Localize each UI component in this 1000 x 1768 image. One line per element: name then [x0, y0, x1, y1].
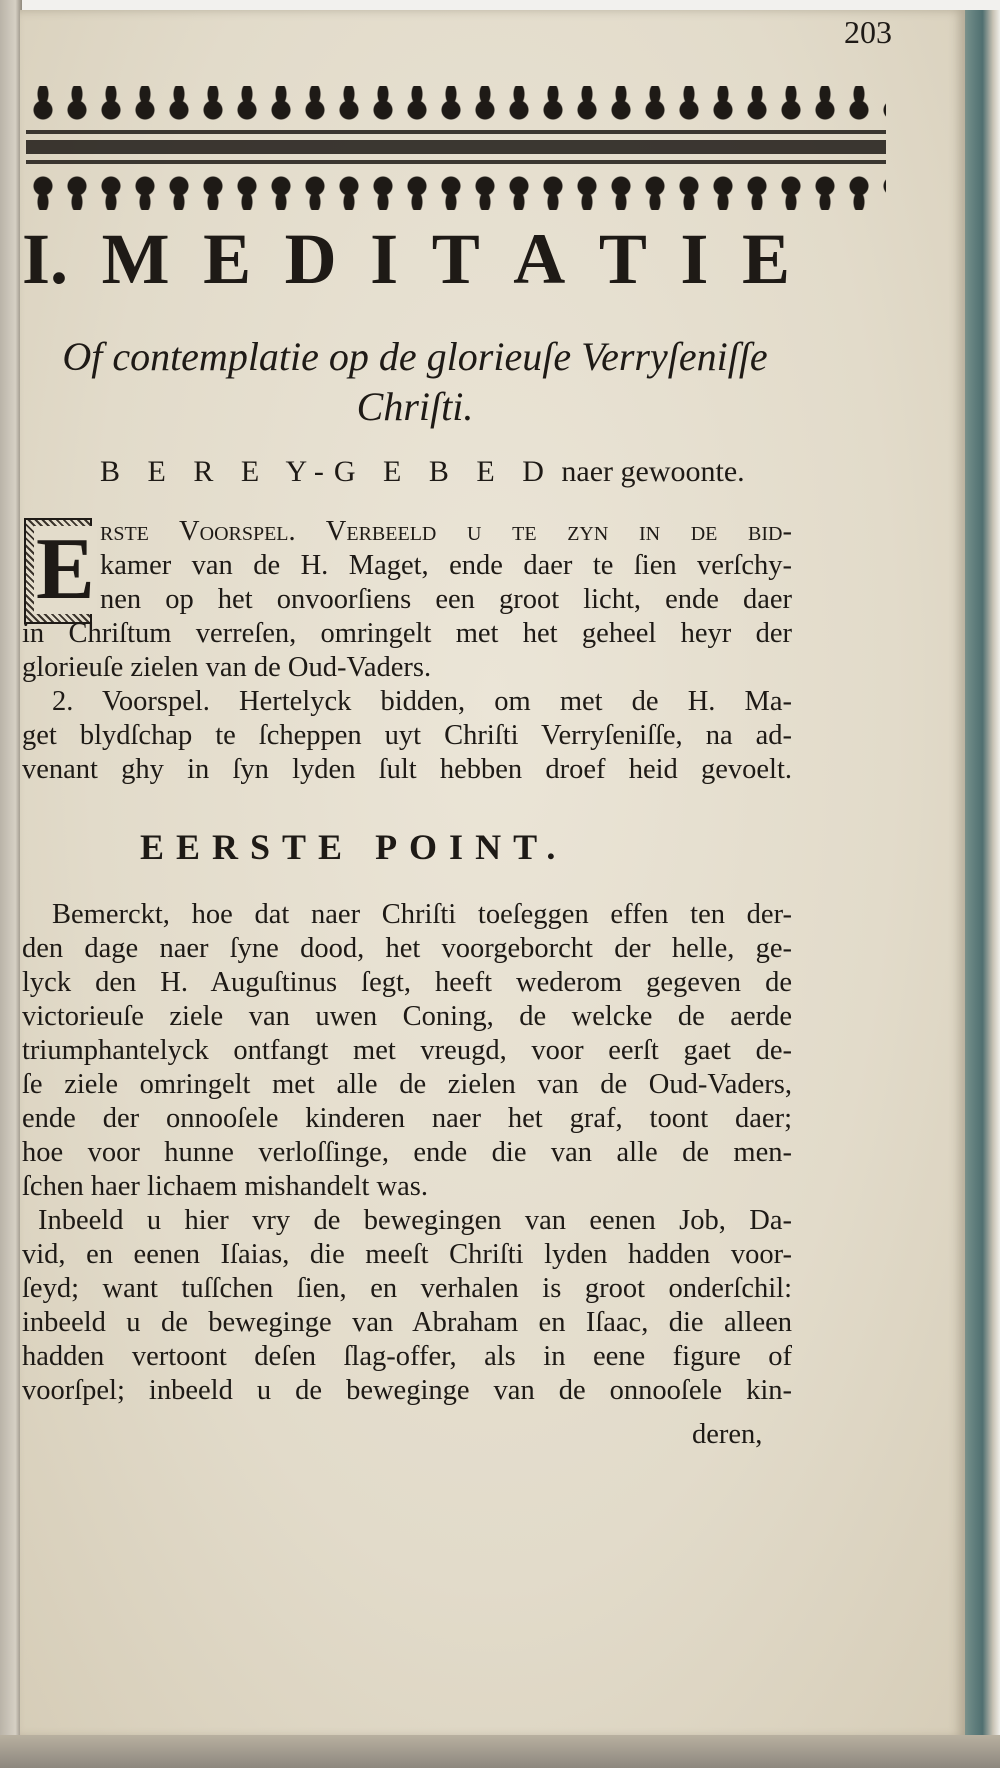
title-letter: T: [431, 219, 480, 299]
background-bottom: [0, 1735, 1000, 1768]
title-letter: M: [101, 219, 170, 299]
text-line: rste Voorspel. Verbeeld u te zyn in de bid-: [100, 516, 792, 547]
title-letter: I: [370, 219, 399, 299]
text-line: vid, en eenen Iſaias, die meeſt Chriſti lyden hadden voor-: [22, 1239, 792, 1270]
text-line: get blydſchap te ſcheppen uyt Chriſti Verryſeniſſe, na ad-: [22, 720, 792, 751]
subtitle-line: Chriſti.: [356, 384, 474, 429]
subtitle: [30, 332, 800, 432]
facing-page-edge: [0, 0, 22, 1768]
decorated-initial: [24, 518, 95, 624]
initial-letter: E: [36, 521, 95, 618]
text-line: hadden vertoont deſen ſlag-offer, als in eene figure of: [22, 1341, 792, 1372]
title-letter: E: [741, 219, 790, 299]
text-line: in Chriſtum verreſen, omringelt met het geheel heyr der: [22, 618, 792, 649]
title-letter: D: [284, 219, 337, 299]
text-line: kamer van de H. Maget, ende daer te ſien verſchy-: [100, 550, 792, 581]
prayer-heading-spaced: B E R E Y-G E B E D: [100, 455, 554, 488]
title-letter: T: [598, 219, 647, 299]
meditation-title: [22, 218, 790, 301]
headpiece-ornament: [26, 86, 886, 212]
text-line: ſeyd; want tuſſchen ſien, en verhalen is groot onderſchil:: [22, 1273, 792, 1304]
text-line: Bemerckt, hoe dat naer Chriſti toeſeggen effen ten der-: [52, 899, 792, 930]
text-line: ende der onnooſele kinderen naer het graf, toont daer;: [22, 1103, 792, 1134]
text-line: lyck den H. Auguſtinus ſegt, heeft wederom gegeven de: [22, 967, 792, 998]
ornament-row-bottom: [26, 170, 886, 210]
ornament-row-top: [26, 86, 886, 126]
subtitle-line: Of contemplatie op de glorieuſe Verryſeniſſe: [62, 334, 768, 379]
text-line: ſe ziele omringelt met alle de zielen van de Oud-Vaders,: [22, 1069, 792, 1100]
text-line: voorſpel; inbeeld u de beweginge van de onnooſele kin-: [22, 1375, 792, 1406]
text-line: triumphantelyck ontfangt met vreugd, voor eerſt gaet de-: [22, 1035, 792, 1066]
text-line: inbeeld u de beweginge van Abraham en Iſaac, die alleen: [22, 1307, 792, 1338]
catchword: deren,: [692, 1419, 763, 1450]
text-line: venant ghy in ſyn lyden ſult hebben droef heid gevoelt.: [22, 754, 792, 785]
title-letter: E: [203, 219, 252, 299]
text-line: victorieuſe ziele van uwen Coning, de welcke de aerde: [22, 1001, 792, 1032]
text-line: den dage naer ſyne dood, het voorgeborcht der helle, ge-: [22, 933, 792, 964]
text-line: hoe voor hunne verloſſinge, ende die van alle de men-: [22, 1137, 792, 1168]
title-letter: A: [513, 219, 566, 299]
page-number: 203: [844, 14, 892, 50]
text-line: 2. Voorspel. Hertelyck bidden, om met de H. Ma-: [52, 686, 792, 717]
ornament-band: [26, 130, 886, 164]
title-letter: I.: [22, 219, 69, 299]
text-line: nen op het onvoorſiens een groot licht, ende daer: [100, 584, 792, 615]
text-line: Inbeeld u hier vry de bewegingen van eenen Job, Da-: [38, 1205, 792, 1236]
text-line: ſchen haer lichaem mishandelt was.: [22, 1171, 428, 1202]
section-heading: EERSTE POINT.: [140, 827, 568, 867]
prayer-heading: [100, 455, 745, 489]
title-letter: I: [680, 219, 709, 299]
text-line: glorieuſe zielen van de Oud-Vaders.: [22, 652, 432, 683]
prayer-heading-rest: naer gewoonte.: [561, 455, 745, 488]
